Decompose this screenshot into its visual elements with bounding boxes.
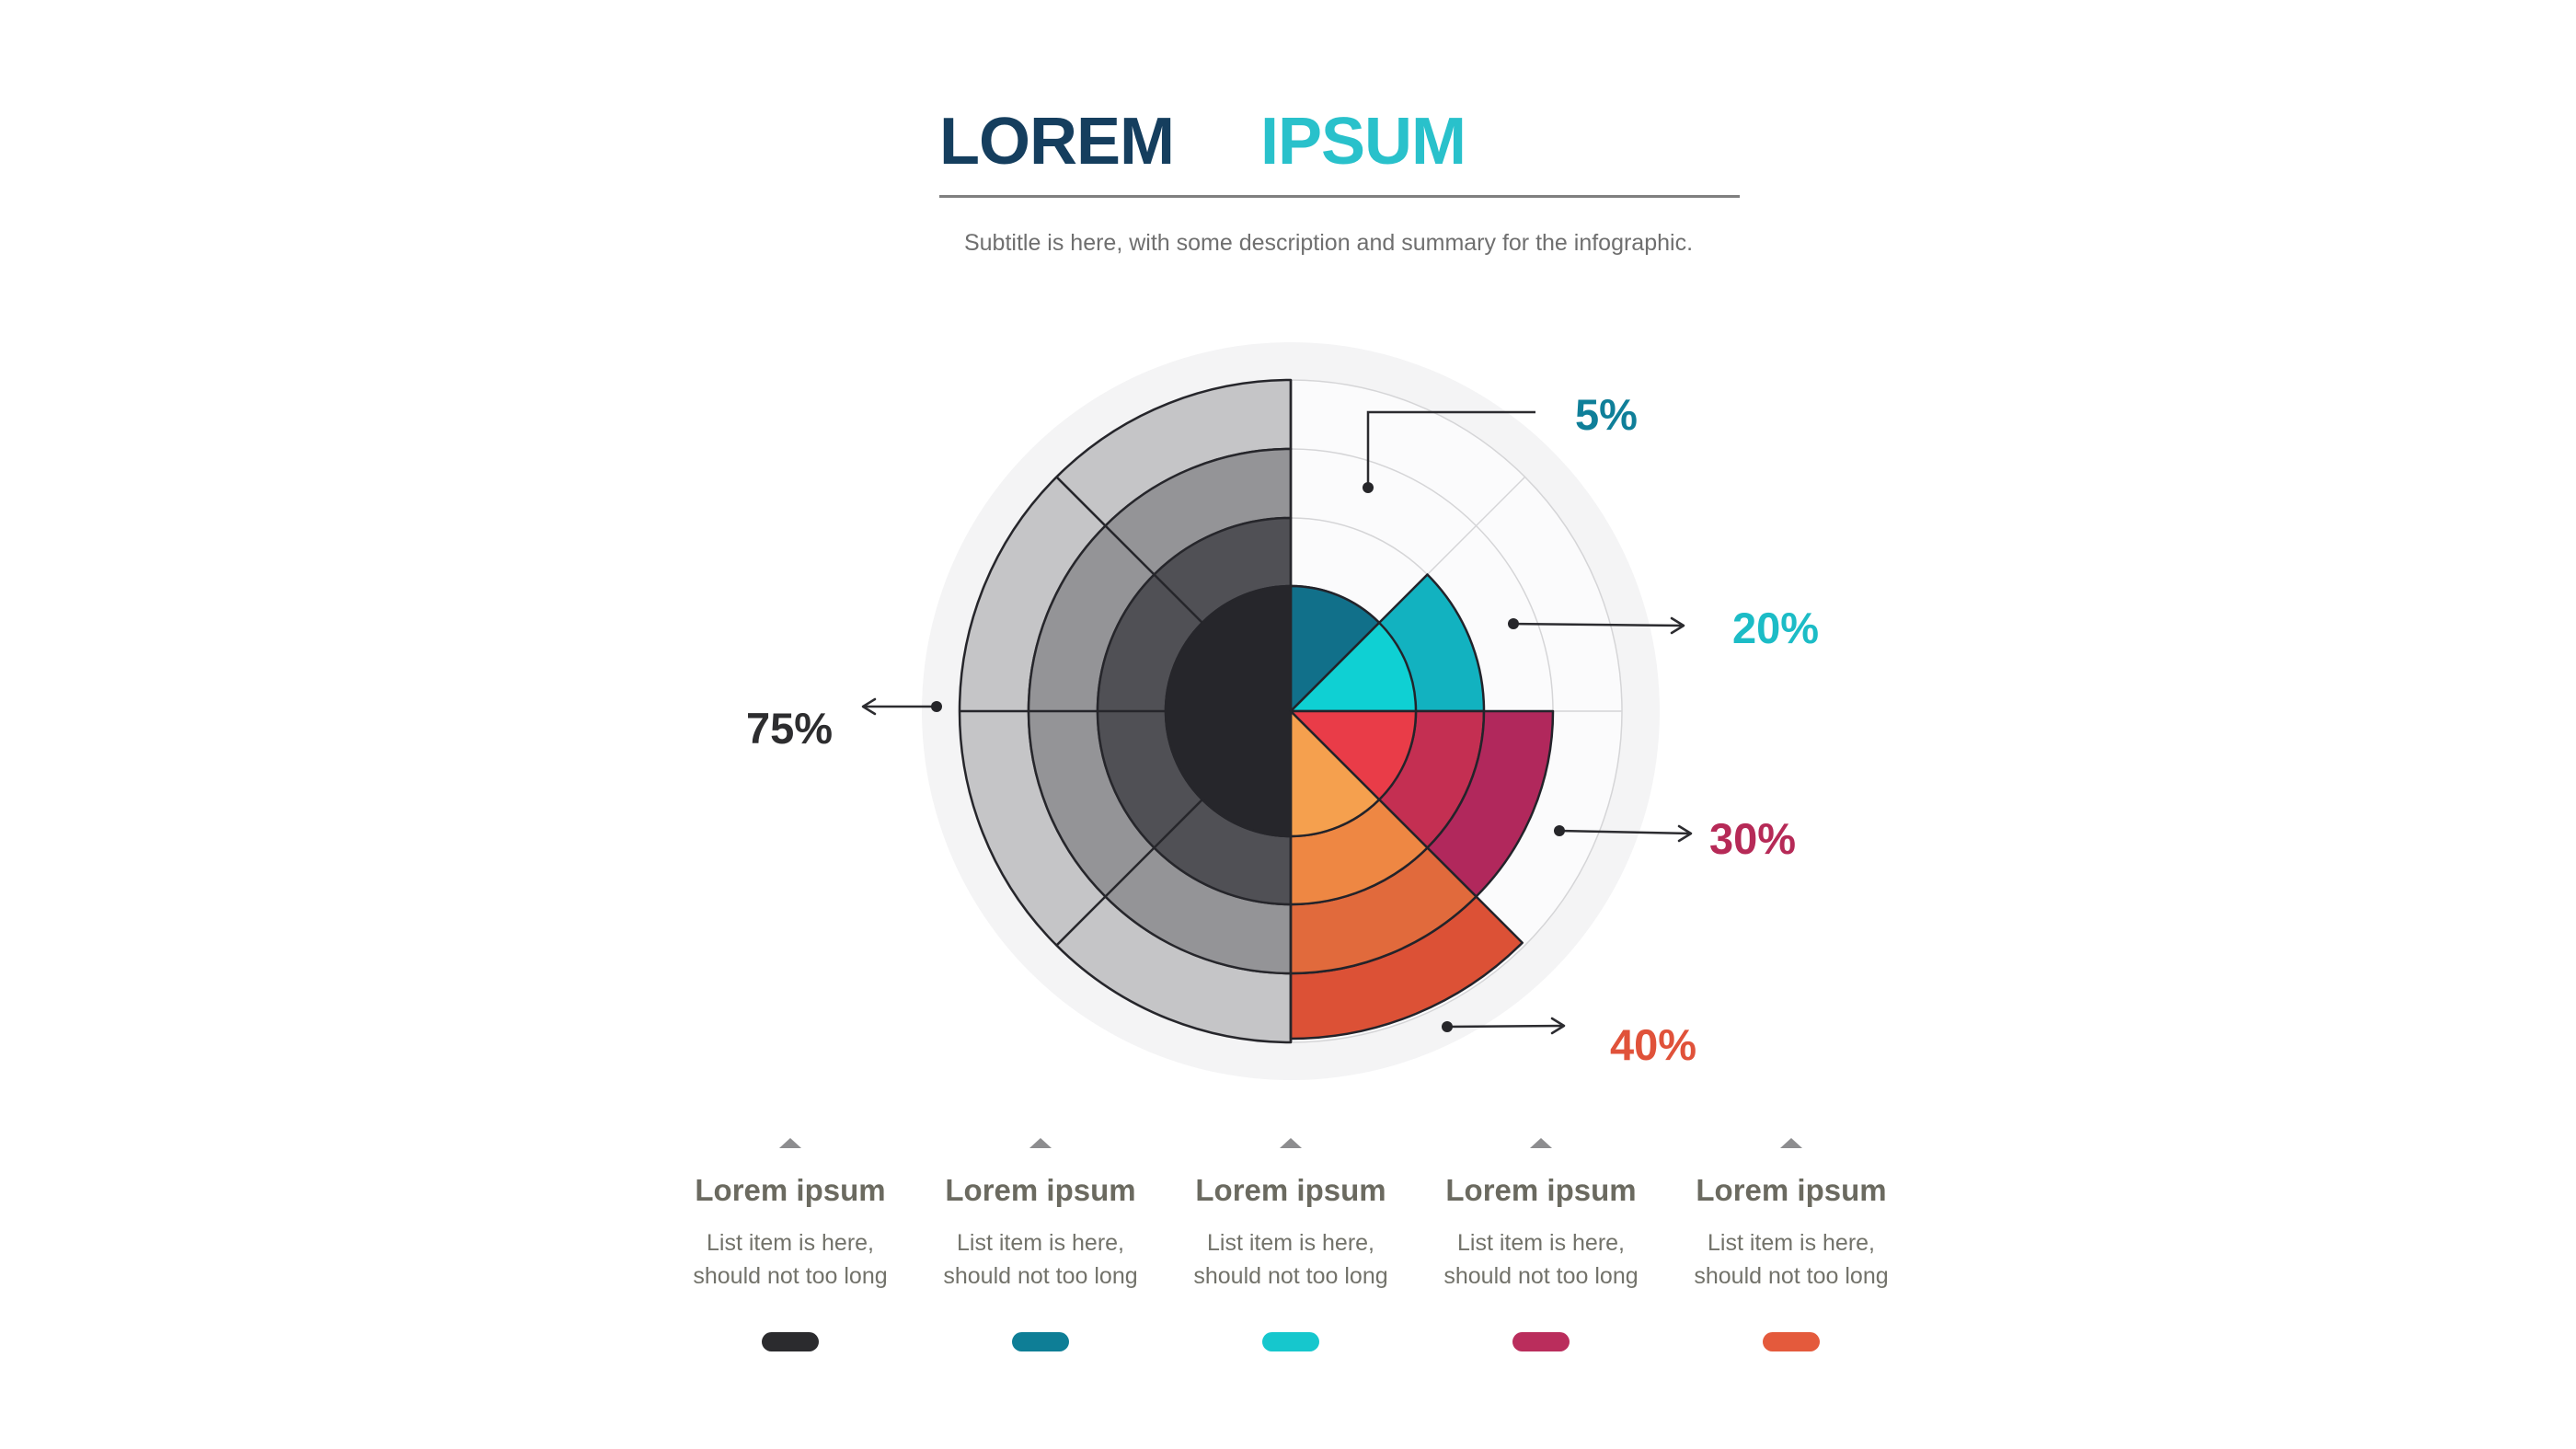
triangle-up-icon [1530,1138,1552,1148]
percent-label: 40% [1610,1020,1697,1069]
legend-color-pill [1262,1332,1319,1351]
legend-item [1416,1127,1666,1375]
legend-desc-line1: List item is here, [1206,1230,1374,1256]
legend-item-description [1166,1226,1416,1293]
legend-item-title: Lorem ipsum [1696,1173,1887,1207]
triangle-up-icon [1029,1138,1052,1148]
legend-item-title: Lorem ipsum [695,1173,886,1207]
triangle-up-icon [779,1138,801,1148]
legend-desc-line1: List item is here, [706,1230,874,1256]
legend-color-pill [762,1332,819,1351]
legend-desc-line1: List item is here, [956,1230,1124,1256]
legend-desc-line2: should not too long [1443,1263,1639,1289]
legend-desc-line2: should not too long [1694,1263,1889,1289]
percent-label: 20% [1732,604,1820,652]
legend-item [1666,1127,1916,1375]
title-secondary: IPSUM [1259,105,1466,178]
triangle-up-icon [1280,1138,1302,1148]
legend-item-description [1666,1226,1916,1293]
percent-label: 5% [1575,390,1638,439]
legend-desc-line1: List item is here, [1456,1230,1625,1256]
legend-desc-line2: should not too long [943,1263,1138,1289]
legend-item-description [665,1226,915,1293]
legend-item-description [915,1226,1166,1293]
legend-item [915,1127,1166,1375]
legend-desc-line2: should not too long [1193,1263,1388,1289]
title-primary: LOREM [939,105,1174,178]
legend-desc-line2: should not too long [693,1263,888,1289]
legend-color-pill [1763,1332,1820,1351]
subtitle: Subtitle is here, with some description and summary for the infographic. [963,230,1694,256]
legend-item [1166,1127,1416,1375]
triangle-up-icon [1780,1138,1802,1148]
legend [665,1127,1916,1375]
legend-color-pill [1512,1332,1570,1351]
legend-item-description [1416,1226,1666,1293]
legend-item-title: Lorem ipsum [1195,1173,1386,1207]
percent-label: 30% [1709,814,1797,863]
legend-item [665,1127,915,1375]
legend-desc-line1: List item is here, [1707,1230,1875,1256]
legend-item-title: Lorem ipsum [945,1173,1136,1207]
percent-label: 75% [746,704,834,753]
legend-item-title: Lorem ipsum [1445,1173,1637,1207]
legend-color-pill [1012,1332,1069,1351]
